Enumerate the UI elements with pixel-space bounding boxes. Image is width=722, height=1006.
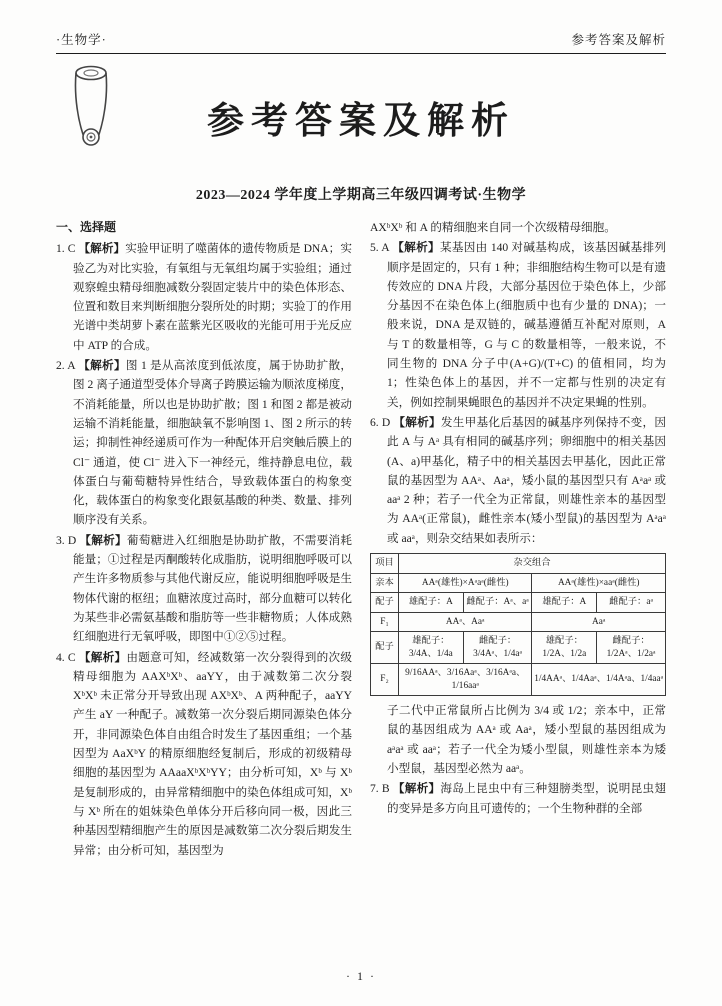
cell-male-gamete-2: 雄配子：A [532,593,597,613]
cell-f1-female-gamete-1: 雌配子：3/4Aᵃ、1/4aᵃ [463,632,532,664]
cell-f2-cross-2: 1/4AAᵃ、1/4Aaᵃ、1/4Aᵃa、1/4aaᵃ [532,664,666,696]
table-header-row [371,554,666,574]
item-answer: C [67,242,76,256]
item-text: 某基因由 140 对碱基构成，该基因碱基排列顺序是固定的，只有 1 种；非细胞结构生物可以是有遗传效应的 DNA 片段，大部分基因位于染色体上，少部分基因不在染色体上(细胞质中也有少量的 DNA)；一般来说，DNA 是双链的，碱基遵循互补配对原则，A 与 T 的数量相等，G 与 C 的数量相等，一般来说，不同生物的 DNA 分子中(A+G)/(T+C) 的值相同，均为 1；性染色体上的基因，并不一定都与性别的决定有关，例如控制果蝇眼色的基因并不决定果蝇的性别。 [387,241,666,409]
item-answer: B [381,782,390,796]
title-block [56,68,666,180]
answer-item-3 [56,531,352,647]
item-number: 7. [370,782,379,796]
analysis-tag: 【解析】 [78,242,126,256]
page-title: 参考答案及解析 [207,101,515,142]
table-row-f1 [371,612,666,632]
analysis-tag: 【解析】 [78,650,127,664]
table-row-gametes-2 [371,632,666,664]
row-label: F₂ [371,664,399,696]
table-row-parents [371,573,666,593]
analysis-tag: 【解析】 [392,241,440,255]
answer-item-5 [370,238,666,412]
cell-female-gamete-1: 雌配子：Aᵃ、aᵃ [463,593,532,613]
cross-combination-table [370,553,666,696]
cell-f1-cross-2: Aaᵃ [532,612,666,632]
item-4-continuation: AXᵇXᵇ 和 A 的精细胞来自同一个次级精母细胞。 [370,221,616,234]
item-answer: A [67,359,76,373]
item-answer: C [67,650,76,664]
item-text: 海岛上昆虫中有三种翅膀类型，说明昆虫翅的变异是多方向且可遗传的；一个生物种群的全部 [387,782,666,815]
item-answer: D [67,533,77,547]
item-answer: D [381,415,391,429]
item-number: 6. [370,415,379,429]
analysis-tag: 【解析】 [79,533,127,547]
scroll-icon [70,64,112,152]
item-number: 2. [56,359,65,373]
analysis-tag: 【解析】 [78,359,126,373]
running-head-title: 参考答案及解析 [571,33,666,47]
cell-f1-female-gamete-2: 雌配子：1/2Aᵃ、1/2aᵃ [597,632,666,664]
item-text: 实验甲证明了噬菌体的遗传物质是 DNA；实验乙为对比实验，有氧组与无氧组均属于实验组；通过观察蝗虫精母细胞减数分裂固定装片中的染色体形态、位置和数目来判断细胞分裂所处的时期；实验丁的作用光谱中类胡萝卜素在蓝紫光区吸收的光能可用于光反应中 ATP 的合成。 [73,242,352,352]
page-number: · 1 · [346,969,376,983]
item-text: 发生甲基化后基因的碱基序列保持不变，因此 A 与 Aᵃ 具有相同的碱基序列；卵细胞中的相关基因(A、a)甲基化，精子中的相关基因去甲基化，因此正常鼠的基因型为 AAᵃ、Aaᵃ，矮小鼠的基因型只有 Aᵃaᵃ 或 aaᵃ 2 种；若子一代全为正常鼠，则雄性亲本的基因型为 AAᵃ(正常鼠)，雌性亲本(矮小型鼠)的基因型为 Aᵃaᵃ 或 aaᵃ，则杂交结果如表所示： [387,415,666,545]
analysis-tag: 【解析】 [393,415,441,429]
item-number: 3. [56,533,65,547]
cell-f1-male-gamete-2: 雄配子：1/2A、1/2a [532,632,597,664]
answer-item-2 [56,356,352,530]
answer-item-6 [370,413,666,548]
cell-male-gamete-1: 雄配子：A [399,593,464,613]
section-heading-choice: 一、选择题 [56,220,117,234]
answer-item-4 [56,648,352,860]
table-header-cross: 杂交组合 [399,554,666,574]
item-number: 1. [56,242,65,256]
item-text: 葡萄糖进入红细胞是协助扩散，不需要消耗能量；①过程是丙酮酸转化成脂肪，说明细胞呼吸可以产生许多物质参与其他代谢反应，能说明细胞呼吸是生物体代谢的枢纽；血糖浓度过高时，部分血糖可以转化为某些非必需氨基酸和脂肪等一些非糖物质；人体成熟红细胞进行无氧呼吸，即图中①②⑤过程。 [73,533,352,644]
item-text: 图 1 是从高浓度到低浓度，属于协助扩散，图 2 离子通道型受体介导离子跨膜运输为顺浓度梯度，不消耗能量，所以也是协助扩散；图 1 和图 2 都是被动运输不消耗能量，细胞缺氧不影响图 1、图 2 所示的转运；抑制性神经递质可作为一种配体开启突触后膜上的 Cl⁻ 通道，使 Cl⁻ 进入下一神经元，维持静息电位，载体蛋白与葡萄糖特异性结合，导致载体蛋白的构象变化，载体蛋白的构象变化跟氨基酸的种类、数量、排列顺序没有关系。 [73,359,352,527]
cell-f2-cross-1: 9/16AAᵃ、3/16Aaᵃ、3/16Aᵃa、1/16aaᵃ [399,664,532,696]
running-head [56,30,666,54]
row-label: 亲本 [371,573,399,593]
answer-item-7 [370,779,666,818]
left-column [56,218,352,861]
cell-parent-cross-1: AAᵃ(雄性)×Aᵃaᵃ(雌性) [399,573,532,593]
analysis-tag: 【解析】 [392,782,441,796]
table-row-f2 [371,664,666,696]
cell-parent-cross-2: AAᵃ(雄性)×aaᵃ(雌性) [532,573,666,593]
exam-subtitle: 2023—2024 学年度上学期高三年级四调考试·生物学 [195,188,527,203]
answer-item-6-continued: 子二代中正常鼠所占比例为 3/4 或 1/2；亲本中，正常鼠的基因组成为 AAᵃ 或 Aaᵃ，矮小型鼠的基因组成为 aᵃaᵃ 或 aaᵃ；若子一代全为矮小型鼠，则雄性亲本为矮小型鼠，基因型必然为 aaᵃ。 [387,704,666,775]
item-number: 5. [370,241,379,255]
right-column [370,218,666,861]
table-row-gametes-1 [371,593,666,613]
row-label: 配子 [371,632,399,664]
row-label: F₁ [371,612,399,632]
row-label: 配子 [371,593,399,613]
table-header-item: 项目 [371,554,399,574]
two-column-body [56,218,666,861]
item-text: 由题意可知，经减数第一次分裂得到的次级精母细胞为 AAXᵇXᵇ、aaYY，由于减数第二次分裂 XᵇXᵇ 未正常分开导致出现 AXᵇXᵇ、A 两种配子，aaYY 产生 aY 一种配子。减数第一次分裂后期同源染色体分开，非同源染色体自由组合时发生了基因重组；一个基因型为 AaXᵇY 的精原细胞经复制后，形成的初级精母细胞的基因型为 AAaaXᵇXᵇYY；由分析可知，Xᵇ 与 Xᵇ 是复制形成的，由异常精细胞中的染色体组成可知，Xᵇ 与 Xᵇ 所在的姐妹染色单体分开后移向同一极，因此三种基因型精细胞产生的原因是减数第二次分裂后期发生异常；由分析可知，基因型为 [73,650,352,857]
item-answer: A [381,241,390,255]
cell-female-gamete-2: 雌配子：aᵃ [597,593,666,613]
running-head-subject: ·生物学· [56,33,107,47]
answer-item-1 [56,239,352,355]
item-number: 4. [56,650,65,664]
cell-f1-male-gamete-1: 雄配子：3/4A、1/4a [399,632,464,664]
cell-f1-cross-1: AAᵃ、Aaᵃ [399,612,532,632]
